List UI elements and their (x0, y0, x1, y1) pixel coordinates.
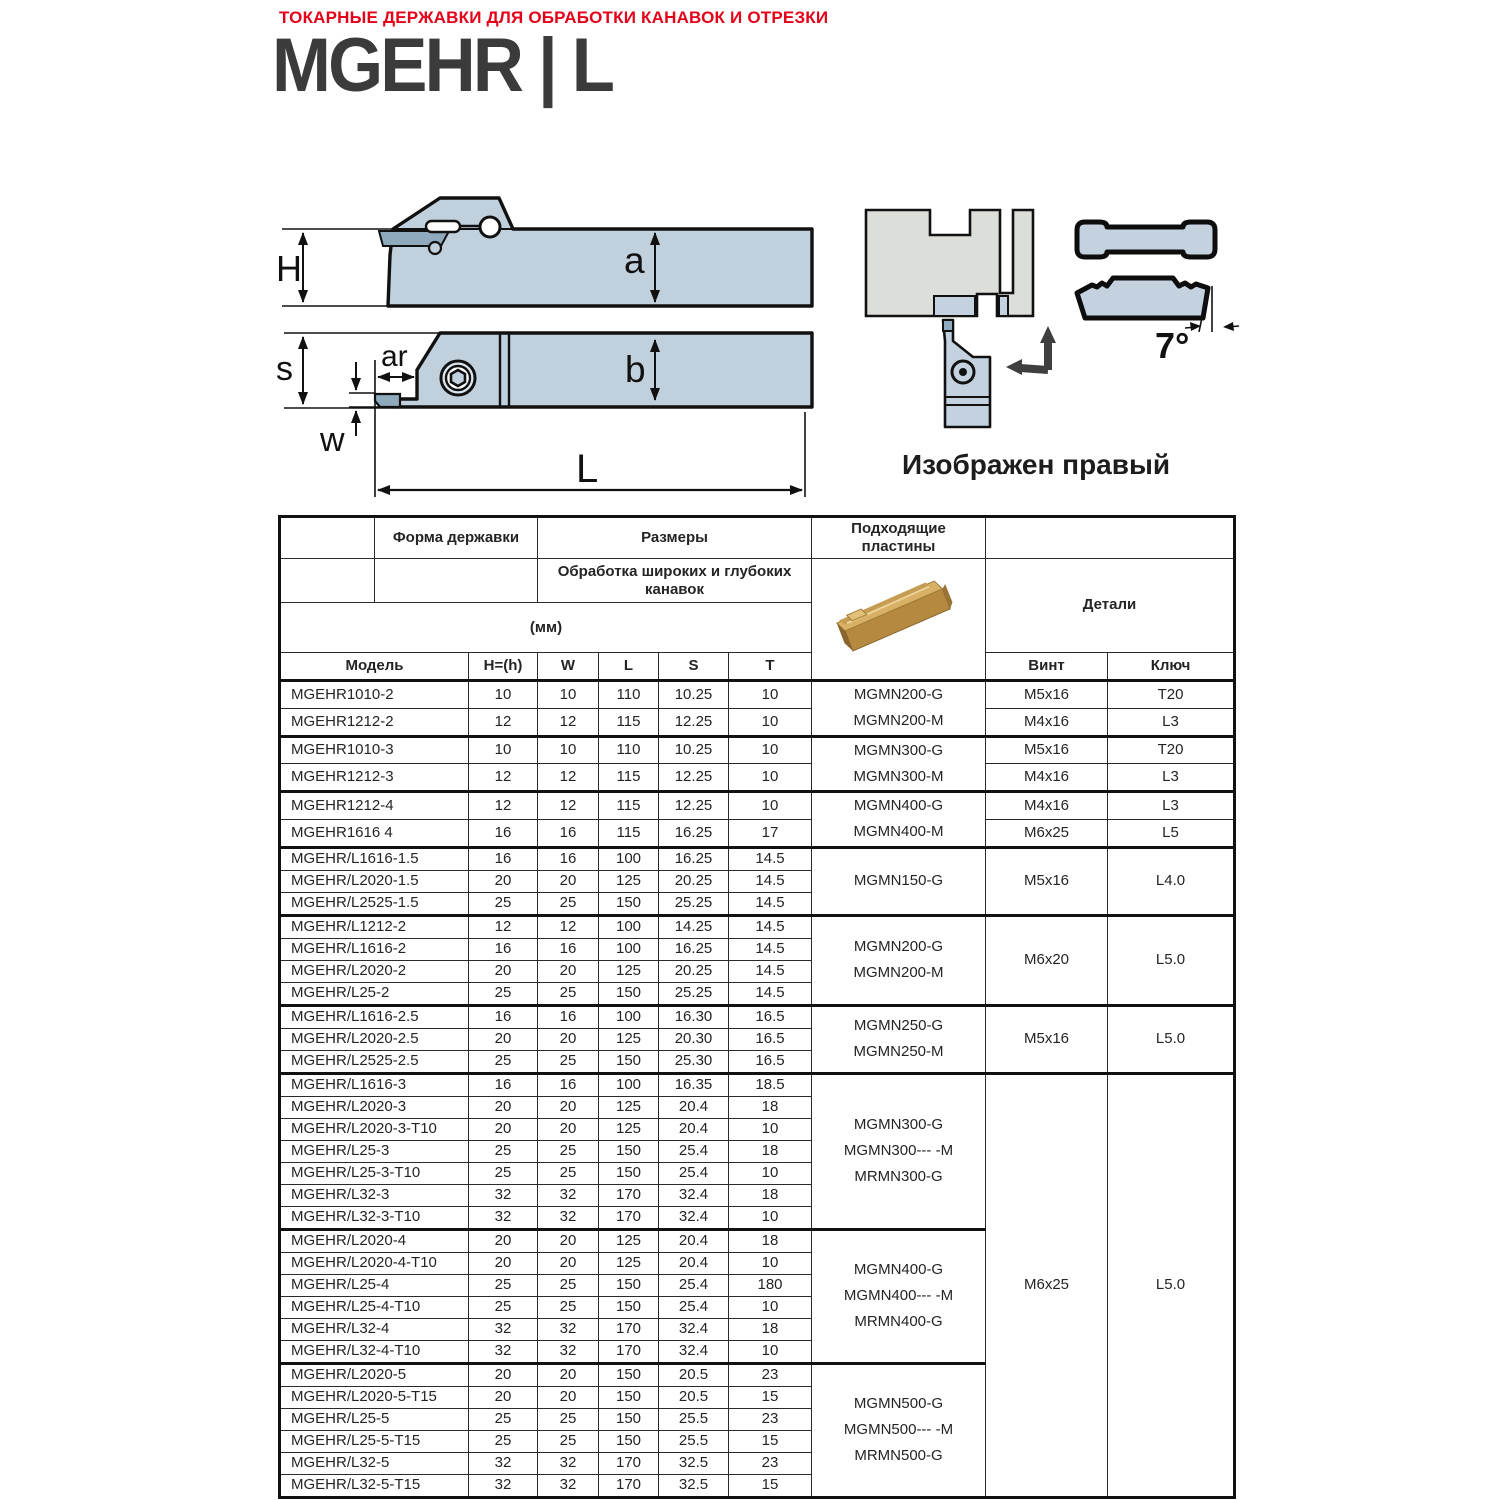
w-cell: 10 (538, 736, 599, 764)
header-blank-cell (375, 559, 538, 603)
s-cell: 32.4 (659, 1318, 729, 1340)
w-cell: 25 (538, 1274, 599, 1296)
l-cell: 125 (599, 1118, 659, 1140)
h-cell: 16 (469, 847, 538, 870)
l-cell: 125 (599, 1229, 659, 1252)
s-cell: 25.5 (659, 1408, 729, 1430)
t-cell: 16.5 (729, 1050, 812, 1073)
w-cell: 16 (538, 1073, 599, 1096)
l-cell: 150 (599, 1408, 659, 1430)
h-cell: 20 (469, 1096, 538, 1118)
t-cell: 10 (729, 1252, 812, 1274)
l-cell: 170 (599, 1340, 659, 1363)
plates-cell: MGMN400-G MGMN400--- -M MRMN400-G (812, 1229, 986, 1363)
w-cell: 20 (538, 1096, 599, 1118)
model-cell: MGEHR/L1616-3 (280, 1073, 469, 1096)
kluch-cell: L3 (1108, 764, 1235, 792)
model-cell: MGEHR/L25-5 (280, 1408, 469, 1430)
w-cell: 32 (538, 1318, 599, 1340)
h-cell: 20 (469, 870, 538, 892)
s-cell: 20.4 (659, 1229, 729, 1252)
s-cell: 20.4 (659, 1252, 729, 1274)
model-cell: MGEHR/L25-3-T10 (280, 1162, 469, 1184)
page-title: MGEHR | L (272, 23, 613, 108)
s-cell: 12.25 (659, 708, 729, 736)
insert-plan-drawing (1077, 222, 1215, 257)
application-drawing (855, 160, 1275, 490)
header-units: (мм) (280, 603, 812, 653)
s-cell: 20.5 (659, 1386, 729, 1408)
t-cell: 14.5 (729, 847, 812, 870)
t-cell: 23 (729, 1363, 812, 1386)
header-form: Форма державки (375, 517, 538, 559)
h-cell: 20 (469, 1386, 538, 1408)
w-cell: 25 (538, 1430, 599, 1452)
s-cell: 25.4 (659, 1296, 729, 1318)
h-cell: 25 (469, 982, 538, 1005)
t-cell: 10 (729, 764, 812, 792)
w-cell: 12 (538, 915, 599, 938)
col-header-h: H=(h) (469, 652, 538, 680)
kluch-cell: T20 (1108, 681, 1235, 709)
w-cell: 16 (538, 938, 599, 960)
t-cell: 23 (729, 1408, 812, 1430)
col-header-vint: Винт (986, 652, 1108, 680)
h-cell: 25 (469, 892, 538, 915)
vint-cell: M6x25 (986, 1073, 1108, 1497)
h-cell: 25 (469, 1274, 538, 1296)
l-cell: 170 (599, 1318, 659, 1340)
w-cell: 32 (538, 1184, 599, 1206)
w-cell: 32 (538, 1452, 599, 1474)
left-arrow-icon (1006, 359, 1022, 375)
plates-cell: MGMN200-G MGMN200-M (812, 915, 986, 1005)
l-cell: 100 (599, 847, 659, 870)
t-cell: 10 (729, 1296, 812, 1318)
h-cell: 32 (469, 1340, 538, 1363)
vint-cell: M4x16 (986, 708, 1108, 736)
insert-photo-cell (812, 559, 986, 681)
t-cell: 16.5 (729, 1005, 812, 1028)
t-cell: 23 (729, 1452, 812, 1474)
s-cell: 32.4 (659, 1340, 729, 1363)
plates-cell: MGMN150-G (812, 847, 986, 915)
w-cell: 25 (538, 1408, 599, 1430)
model-cell: MGEHR/L25-2 (280, 982, 469, 1005)
l-cell: 150 (599, 1050, 659, 1073)
t-cell: 18.5 (729, 1073, 812, 1096)
w-cell: 20 (538, 1229, 599, 1252)
h-cell: 12 (469, 764, 538, 792)
model-cell: MGEHR/L25-4-T10 (280, 1296, 469, 1318)
header-details: Детали (986, 559, 1235, 653)
w-cell: 25 (538, 1050, 599, 1073)
model-cell: MGEHR/L1616-2.5 (280, 1005, 469, 1028)
vint-cell: M5x16 (986, 736, 1108, 764)
kluch-cell: L5 (1108, 819, 1235, 847)
l-cell: 150 (599, 982, 659, 1005)
h-cell: 16 (469, 938, 538, 960)
model-cell: MGEHR/L2020-4 (280, 1229, 469, 1252)
l-cell: 100 (599, 1005, 659, 1028)
model-cell: MGEHR/L32-4-T10 (280, 1340, 469, 1363)
t-cell: 18 (729, 1318, 812, 1340)
h-cell: 20 (469, 1363, 538, 1386)
w-cell: 25 (538, 1162, 599, 1184)
model-cell: MGEHR/L1616-1.5 (280, 847, 469, 870)
s-cell: 16.35 (659, 1073, 729, 1096)
l-cell: 110 (599, 681, 659, 709)
model-cell: MGEHR/L32-4 (280, 1318, 469, 1340)
col-header-l: L (599, 652, 659, 680)
h-cell: 10 (469, 736, 538, 764)
s-cell: 32.5 (659, 1474, 729, 1497)
l-cell: 115 (599, 792, 659, 820)
t-cell: 18 (729, 1096, 812, 1118)
table-row (280, 819, 1235, 847)
relief-angle-label: 7° (1155, 325, 1190, 366)
model-cell: MGEHR/L2020-2 (280, 960, 469, 982)
h-cell: 25 (469, 1430, 538, 1452)
s-cell: 25.4 (659, 1140, 729, 1162)
s-cell: 25.5 (659, 1430, 729, 1452)
col-header-kluch: Ключ (1108, 652, 1235, 680)
model-cell: MGEHR/L2020-5-T15 (280, 1386, 469, 1408)
h-cell: 32 (469, 1318, 538, 1340)
s-cell: 20.4 (659, 1118, 729, 1140)
h-cell: 10 (469, 681, 538, 709)
l-cell: 150 (599, 1296, 659, 1318)
t-cell: 180 (729, 1274, 812, 1296)
s-cell: 25.4 (659, 1162, 729, 1184)
model-cell: MGEHR1212-2 (280, 708, 469, 736)
vint-cell: M6x25 (986, 819, 1108, 847)
l-cell: 125 (599, 1028, 659, 1050)
h-cell: 25 (469, 1162, 538, 1184)
model-cell: MGEHR/L25-3 (280, 1140, 469, 1162)
l-cell: 150 (599, 1274, 659, 1296)
w-cell: 25 (538, 1140, 599, 1162)
w-cell: 32 (538, 1474, 599, 1497)
model-cell: MGEHR/L2020-3-T10 (280, 1118, 469, 1140)
s-cell: 20.4 (659, 1096, 729, 1118)
dim-a-label: a (624, 240, 645, 281)
l-cell: 125 (599, 1096, 659, 1118)
kluch-cell: L4.0 (1108, 847, 1235, 915)
right-hand-caption: Изображен правый (902, 449, 1171, 480)
kluch-cell: L5.0 (1108, 1005, 1235, 1073)
vint-cell: M4x16 (986, 764, 1108, 792)
h-cell: 16 (469, 1005, 538, 1028)
w-cell: 20 (538, 870, 599, 892)
t-cell: 10 (729, 1206, 812, 1229)
t-cell: 15 (729, 1386, 812, 1408)
vint-cell: M5x16 (986, 847, 1108, 915)
w-cell: 12 (538, 708, 599, 736)
col-header-s: S (659, 652, 729, 680)
s-cell: 25.4 (659, 1274, 729, 1296)
s-cell: 16.25 (659, 847, 729, 870)
t-cell: 14.5 (729, 938, 812, 960)
plates-cell: MGMN250-G MGMN250-M (812, 1005, 986, 1073)
kluch-cell: T20 (1108, 736, 1235, 764)
s-cell: 20.5 (659, 1363, 729, 1386)
table-row (280, 764, 1235, 792)
s-cell: 10.25 (659, 736, 729, 764)
l-cell: 125 (599, 960, 659, 982)
t-cell: 14.5 (729, 892, 812, 915)
s-cell: 20.25 (659, 870, 729, 892)
l-cell: 100 (599, 915, 659, 938)
holder-dimension-drawing (268, 160, 828, 505)
h-cell: 20 (469, 960, 538, 982)
dim-ar-label: ar (381, 340, 408, 373)
model-cell: MGEHR1616 4 (280, 819, 469, 847)
table-row (280, 915, 1235, 938)
table-row (280, 1005, 1235, 1028)
t-cell: 15 (729, 1474, 812, 1497)
header-plates: Подходящие пластины (812, 517, 986, 559)
w-cell: 12 (538, 792, 599, 820)
l-cell: 125 (599, 870, 659, 892)
t-cell: 15 (729, 1430, 812, 1452)
table-row (280, 1073, 1235, 1096)
t-cell: 10 (729, 792, 812, 820)
model-cell: MGEHR/L1616-2 (280, 938, 469, 960)
kluch-cell: L5.0 (1108, 915, 1235, 1005)
w-cell: 16 (538, 847, 599, 870)
model-cell: MGEHR1212-3 (280, 764, 469, 792)
l-cell: 100 (599, 1073, 659, 1096)
w-cell: 20 (538, 960, 599, 982)
h-cell: 32 (469, 1474, 538, 1497)
s-cell: 16.25 (659, 938, 729, 960)
model-cell: MGEHR1010-2 (280, 681, 469, 709)
s-cell: 10.25 (659, 681, 729, 709)
plates-cell: MGMN500-G MGMN500--- -M MRMN500-G (812, 1363, 986, 1497)
model-cell: MGEHR/L25-5-T15 (280, 1430, 469, 1452)
header-blank-right (986, 517, 1235, 559)
plates-cell: MGMN300-G MGMN300--- -M MRMN300-G (812, 1073, 986, 1229)
l-cell: 115 (599, 819, 659, 847)
s-cell: 32.4 (659, 1184, 729, 1206)
w-cell: 32 (538, 1340, 599, 1363)
header-row-1 (280, 517, 1235, 559)
l-cell: 150 (599, 892, 659, 915)
t-cell: 10 (729, 681, 812, 709)
header-blank-cell (280, 559, 375, 603)
h-cell: 25 (469, 1140, 538, 1162)
h-cell: 20 (469, 1252, 538, 1274)
w-cell: 20 (538, 1386, 599, 1408)
h-cell: 16 (469, 819, 538, 847)
insert-photo (815, 559, 983, 674)
h-cell: 20 (469, 1028, 538, 1050)
t-cell: 10 (729, 1162, 812, 1184)
header-row-4 (280, 652, 1235, 680)
table-row (280, 792, 1235, 820)
l-cell: 150 (599, 1140, 659, 1162)
s-cell: 20.25 (659, 960, 729, 982)
t-cell: 10 (729, 736, 812, 764)
table-row (280, 847, 1235, 870)
h-cell: 32 (469, 1184, 538, 1206)
header-row-2 (280, 559, 1235, 603)
t-cell: 10 (729, 1340, 812, 1363)
table-row (280, 681, 1235, 709)
plates-cell: MGMN400-G MGMN400-M (812, 792, 986, 848)
s-cell: 16.25 (659, 819, 729, 847)
model-cell: MGEHR/L2020-2.5 (280, 1028, 469, 1050)
w-cell: 25 (538, 892, 599, 915)
vint-cell: M5x16 (986, 1005, 1108, 1073)
l-cell: 170 (599, 1206, 659, 1229)
s-cell: 20.30 (659, 1028, 729, 1050)
model-cell: MGEHR/L32-5 (280, 1452, 469, 1474)
l-cell: 170 (599, 1184, 659, 1206)
kluch-cell: L3 (1108, 708, 1235, 736)
vint-cell: M5x16 (986, 681, 1108, 709)
s-cell: 16.30 (659, 1005, 729, 1028)
plates-cell: MGMN200-G MGMN200-M (812, 681, 986, 737)
col-header-w: W (538, 652, 599, 680)
model-cell: MGEHR/L2020-4-T10 (280, 1252, 469, 1274)
up-arrow-icon (1040, 326, 1056, 343)
model-cell: MGEHR/L1212-2 (280, 915, 469, 938)
l-cell: 170 (599, 1452, 659, 1474)
w-cell: 20 (538, 1363, 599, 1386)
w-cell: 20 (538, 1118, 599, 1140)
h-cell: 12 (469, 708, 538, 736)
model-cell: MGEHR/L32-3-T10 (280, 1206, 469, 1229)
l-cell: 125 (599, 1252, 659, 1274)
model-cell: MGEHR/L2020-3 (280, 1096, 469, 1118)
w-cell: 10 (538, 681, 599, 709)
col-header-t: T (729, 652, 812, 680)
page-tagline: ТОКАРНЫЕ ДЕРЖАВКИ ДЛЯ ОБРАБОТКИ КАНАВОК И ОТРЕЗКИ (279, 8, 829, 27)
l-cell: 170 (599, 1474, 659, 1497)
w-cell: 25 (538, 1296, 599, 1318)
w-cell: 25 (538, 982, 599, 1005)
s-cell: 32.5 (659, 1452, 729, 1474)
s-cell: 25.30 (659, 1050, 729, 1073)
t-cell: 14.5 (729, 960, 812, 982)
l-cell: 150 (599, 1430, 659, 1452)
dim-b-label: b (625, 349, 646, 390)
t-cell: 14.5 (729, 915, 812, 938)
dim-H-label: H (276, 248, 302, 289)
t-cell: 10 (729, 708, 812, 736)
t-cell: 18 (729, 1229, 812, 1252)
t-cell: 18 (729, 1140, 812, 1162)
h-cell: 12 (469, 915, 538, 938)
h-cell: 32 (469, 1206, 538, 1229)
s-cell: 12.25 (659, 764, 729, 792)
insert-side-drawing (1077, 278, 1208, 318)
s-cell: 14.25 (659, 915, 729, 938)
plates-cell: MGMN300-G MGMN300-M (812, 736, 986, 792)
t-cell: 17 (729, 819, 812, 847)
model-cell: MGEHR/L2020-1.5 (280, 870, 469, 892)
h-cell: 25 (469, 1050, 538, 1073)
kluch-cell: L5.0 (1108, 1073, 1235, 1497)
h-cell: 20 (469, 1229, 538, 1252)
model-cell: MGEHR/L25-4 (280, 1274, 469, 1296)
w-cell: 32 (538, 1206, 599, 1229)
t-cell: 16.5 (729, 1028, 812, 1050)
model-cell: MGEHR/L2020-5 (280, 1363, 469, 1386)
h-cell: 32 (469, 1452, 538, 1474)
table-row (280, 708, 1235, 736)
kluch-cell: L3 (1108, 792, 1235, 820)
h-cell: 25 (469, 1296, 538, 1318)
l-cell: 100 (599, 938, 659, 960)
col-header-model: Модель (280, 652, 469, 680)
t-cell: 14.5 (729, 870, 812, 892)
h-cell: 20 (469, 1118, 538, 1140)
table-row (280, 736, 1235, 764)
dim-s-label: s (276, 350, 293, 388)
dim-w-label: w (320, 421, 345, 459)
s-cell: 25.25 (659, 892, 729, 915)
model-cell: MGEHR/L32-3 (280, 1184, 469, 1206)
header-sizes: Размеры (538, 517, 812, 559)
model-cell: MGEHR/L2525-1.5 (280, 892, 469, 915)
model-cell: MGEHR/L2525-2.5 (280, 1050, 469, 1073)
vint-cell: M4x16 (986, 792, 1108, 820)
t-cell: 18 (729, 1184, 812, 1206)
h-cell: 25 (469, 1408, 538, 1430)
model-cell: MGEHR1212-4 (280, 792, 469, 820)
l-cell: 115 (599, 708, 659, 736)
t-cell: 10 (729, 1118, 812, 1140)
w-cell: 16 (538, 819, 599, 847)
t-cell: 14.5 (729, 982, 812, 1005)
l-cell: 150 (599, 1386, 659, 1408)
header-sizes-sub: Обработка широких и глубоких канавок (538, 559, 812, 603)
w-cell: 12 (538, 764, 599, 792)
w-cell: 20 (538, 1252, 599, 1274)
l-cell: 150 (599, 1162, 659, 1184)
h-cell: 16 (469, 1073, 538, 1096)
model-cell: MGEHR/L32-5-T15 (280, 1474, 469, 1497)
l-cell: 110 (599, 736, 659, 764)
vint-cell: M6x20 (986, 915, 1108, 1005)
dim-L-label: L (576, 447, 599, 491)
s-cell: 12.25 (659, 792, 729, 820)
header-blank-cell (280, 517, 375, 559)
s-cell: 32.4 (659, 1206, 729, 1229)
w-cell: 16 (538, 1005, 599, 1028)
spec-table (278, 515, 1236, 1499)
model-cell: MGEHR1010-3 (280, 736, 469, 764)
l-cell: 115 (599, 764, 659, 792)
l-cell: 150 (599, 1363, 659, 1386)
s-cell: 25.25 (659, 982, 729, 1005)
w-cell: 20 (538, 1028, 599, 1050)
h-cell: 12 (469, 792, 538, 820)
